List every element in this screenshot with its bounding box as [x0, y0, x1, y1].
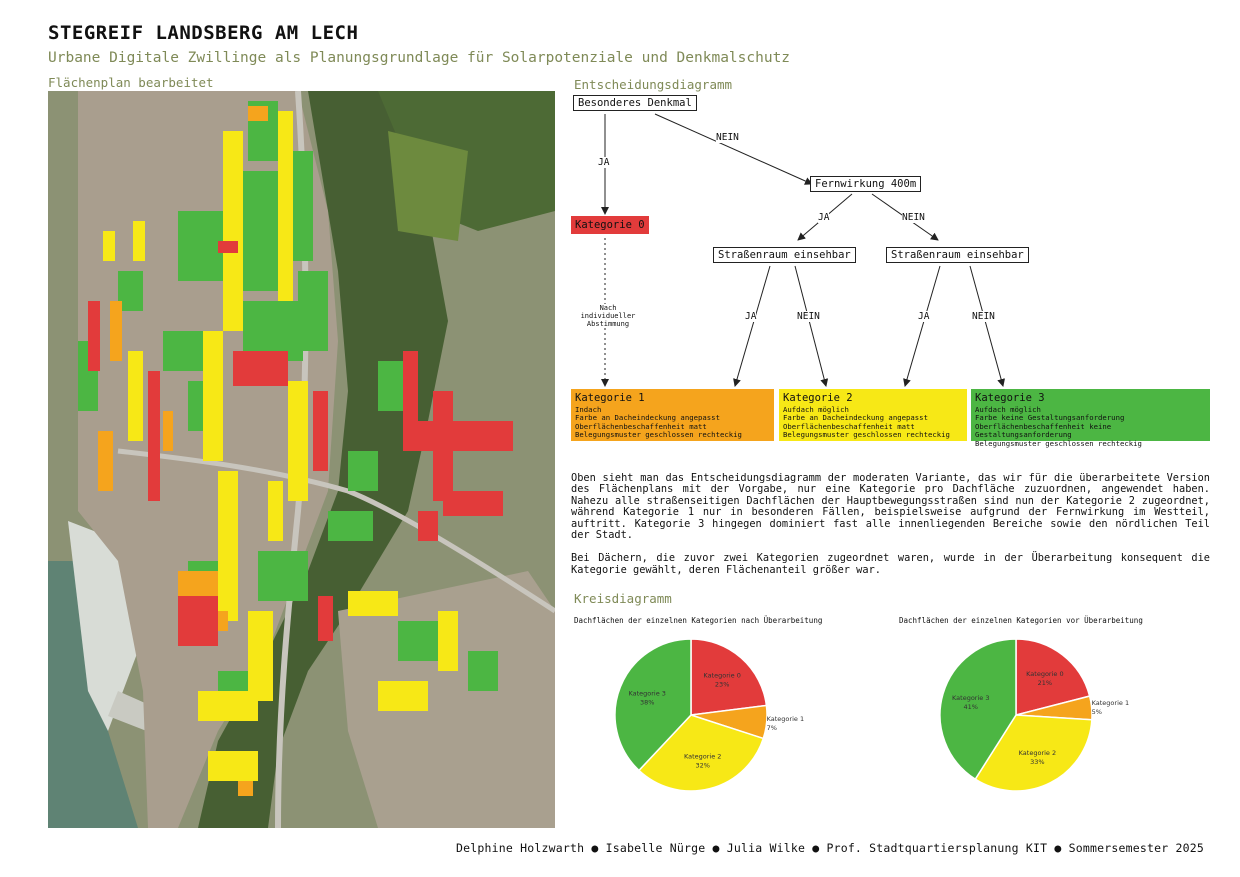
diagram-section-label: Entscheidungsdiagramm — [574, 77, 733, 92]
node-fernwirkung: Fernwirkung 400m — [810, 176, 921, 192]
aerial-map-image — [48, 91, 555, 828]
edge-label-ja: JA — [918, 311, 930, 322]
pie-chart-1 — [580, 630, 810, 800]
edge-label-ja: JA — [745, 311, 757, 322]
category-3-title: Kategorie 3 — [975, 392, 1045, 404]
description-paragraph-1: Oben sieht man das Entscheidungsdiagramm der moderaten Variante, das wir für die überarbeitete Version des Flächenplans mit der Vorgabe, nur eine Kategorie pro Dachfläche zuzuordnen, angewendet haben. Nahezu alle straßenseitigen Dachflächen der Hauptbewegungsstraßen sind nun der Kategorie 2 zugeordnet, während Kategorie 1 nur in besonderen Fällen, beispielsweise aufgrund der Fernwirkung im Westteil, auftritt. Kategorie 3 hingegen dominiert fast alle innenliegenden Bereiche sowie den nördlichen Teil der Stadt. — [571, 472, 1210, 542]
category-3-box — [971, 389, 1210, 448]
category-1-box — [571, 389, 774, 441]
category-1-title: Kategorie 1 — [575, 392, 645, 404]
edge-label-nein: NEIN — [902, 212, 925, 223]
decision-diagram-arrows — [560, 90, 1220, 400]
edge-label-nein: NEIN — [716, 132, 739, 143]
category-2-title: Kategorie 2 — [783, 392, 853, 404]
pie-slice-label: Kategorie 2 — [1018, 748, 1057, 757]
category-3-line: Belegungsmuster geschlossen rechteckig — [975, 438, 1142, 448]
node-strassenraum-left: Straßenraum einsehbar — [713, 247, 856, 263]
pie-slice-label: Kategorie 1 — [766, 714, 805, 723]
category-1-line: Oberflächenbeschaffenheit matt — [575, 421, 707, 431]
category-0-title: Kategorie 0 — [575, 219, 645, 231]
pie-slice-label: Kategorie 0 — [1026, 669, 1064, 678]
note-nach-abstimmung: Nach individueller Abstimmung — [580, 304, 636, 328]
category-3-line: Farbe keine Gestaltungsanforderung — [975, 413, 1125, 423]
category-3-line: Oberflächenbeschaffenheit keine Gestaltungsanforderung — [975, 421, 1112, 440]
pie-slice-value-label: 33% — [1030, 757, 1045, 766]
pie-slice-label: Kategorie 0 — [703, 671, 741, 680]
edge-label-ja: JA — [598, 157, 610, 168]
category-1-line: Indach — [575, 405, 602, 414]
pie-slice-label: Kategorie 2 — [683, 752, 722, 761]
category-0-box — [571, 216, 649, 234]
pie-slice-label: Kategorie 3 — [952, 693, 990, 702]
category-2-box — [779, 389, 967, 441]
pie-slice-label: Kategorie 3 — [628, 689, 666, 698]
pie-slice-value-label: 32% — [695, 761, 710, 770]
category-1-line: Belegungsmuster geschlossen rechteckig — [575, 430, 742, 440]
page-subtitle: Urbane Digitale Zwillinge als Planungsgrundlage für Solarpotenziale und Denkmalschutz — [48, 50, 791, 66]
category-2-line: Aufdach möglich — [783, 405, 849, 414]
category-2-line: Farbe an Dacheindeckung angepasst — [783, 413, 928, 423]
page-title: STEGREIF LANDSBERG AM LECH — [48, 22, 359, 44]
pie-chart-2-title: Dachflächen der einzelnen Kategorien vor Überarbeitung — [899, 616, 1143, 625]
pie-chart-1-title: Dachflächen der einzelnen Kategorien nach Überarbeitung — [574, 616, 823, 625]
edge-label-nein: NEIN — [972, 311, 995, 322]
edge-label-nein: NEIN — [797, 311, 820, 322]
pie-slice-value-label: 21% — [1037, 678, 1053, 687]
pie-slice-value-label: 5% — [1091, 708, 1102, 717]
description-text — [571, 473, 1210, 588]
pie-slice-value-label: 41% — [963, 702, 978, 711]
pie-slice-label: Kategorie 1 — [1091, 699, 1130, 708]
pie-chart-2 — [905, 630, 1135, 800]
category-2-line: Belegungsmuster geschlossen rechteckig — [783, 430, 950, 440]
edge-label-ja: JA — [818, 212, 830, 223]
category-2-line: Oberflächenbeschaffenheit matt — [783, 421, 915, 431]
node-strassenraum-right: Straßenraum einsehbar — [886, 247, 1029, 263]
pie-slice-value-label: 7% — [766, 723, 777, 732]
category-3-line: Aufdach möglich — [975, 405, 1041, 414]
footer-credits: Delphine Holzwarth ● Isabelle Nürge ● Julia Wilke ● Prof. Stadtquartiersplanung KIT ● Sommersemester 2025 — [456, 841, 1204, 855]
pie-section-label: Kreisdiagramm — [574, 591, 672, 606]
pie-slice-value-label: 23% — [714, 680, 730, 689]
category-1-line: Farbe an Dacheindeckung angepasst — [575, 413, 720, 423]
node-besonderes-denkmal: Besonderes Denkmal — [573, 95, 697, 111]
pie-slice-value-label: 38% — [639, 698, 655, 707]
description-paragraph-2: Bei Dächern, die zuvor zwei Kategorien zugeordnet waren, wurde in der Überarbeitung konsequent die Kategorie gewählt, deren Flächenanteil größer war. — [571, 552, 1210, 576]
map-section-label: Flächenplan bearbeitet — [48, 75, 214, 90]
